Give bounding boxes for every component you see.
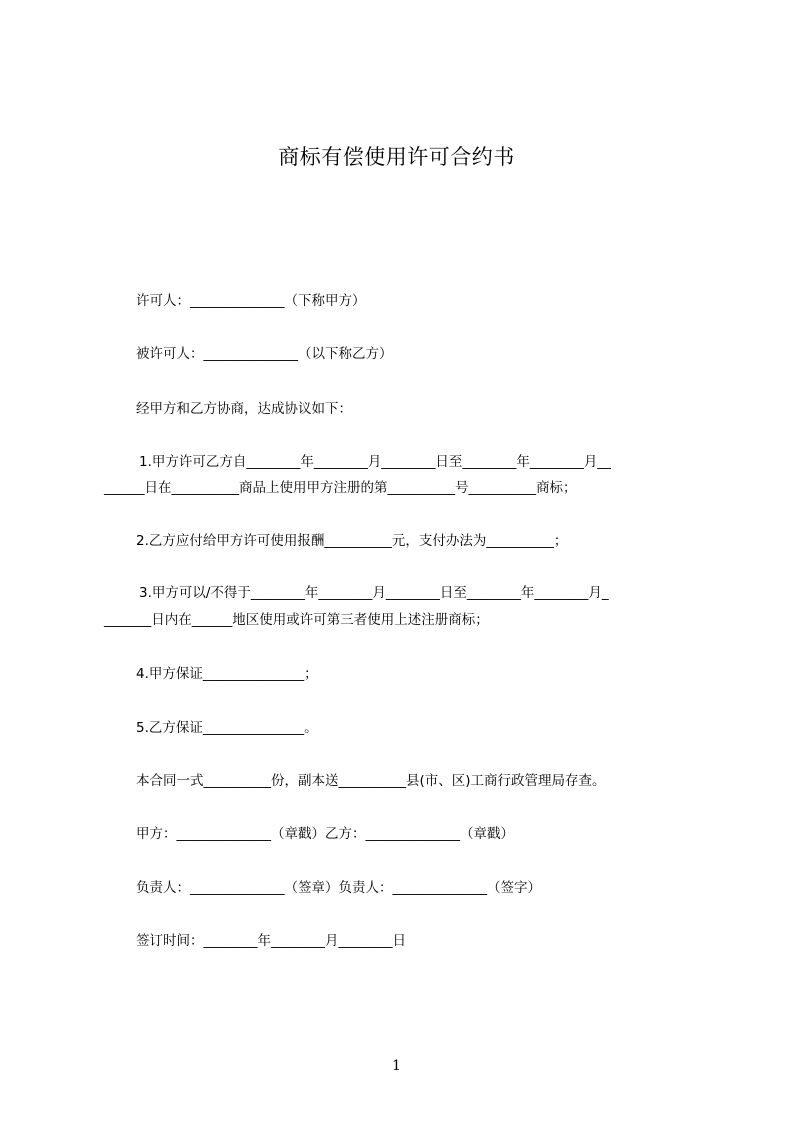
sign-date-line: 签订时间：________年________月________日 [136, 933, 406, 949]
licensor-line: 许可人：______________（下称甲方） [136, 293, 366, 309]
responsible-line: 负责人：______________（签章）负责人：______________（签字） [136, 880, 541, 896]
intro-line: 经甲方和乙方协商，达成协议如下： [136, 401, 352, 417]
page-number: 1 [392, 1058, 401, 1074]
document-title: 商标有偿使用许可合约书 [278, 145, 515, 169]
clause-1-line-2: ______日在__________商品上使用甲方注册的第__________号__________商标； [104, 480, 577, 496]
clause-3-line-2: _______日内在______地区使用或许可第三者使用上述注册商标； [104, 612, 489, 628]
clause-4: 4.甲方保证_______________； [136, 666, 318, 682]
parties-line: 甲方：______________（章戳）乙方：______________（章戳） [136, 826, 514, 842]
licensee-line: 被许可人：______________（以下称乙方） [136, 346, 393, 362]
clause-5: 5.乙方保证_______________。 [136, 720, 318, 736]
clause-2: 2.乙方应付给甲方许可使用报酬__________元，支付办法为__________； [136, 533, 568, 549]
clause-1-line-1: 1.甲方许可乙方自________年________月________日至________年________月__ [139, 454, 611, 470]
copies-line: 本合同一式__________份，副本送__________县(市、区)工商行政管理局存查。 [136, 773, 606, 789]
clause-3-line-1: 3.甲方可以/不得于________年________月________日至________年________月_ [139, 585, 609, 601]
